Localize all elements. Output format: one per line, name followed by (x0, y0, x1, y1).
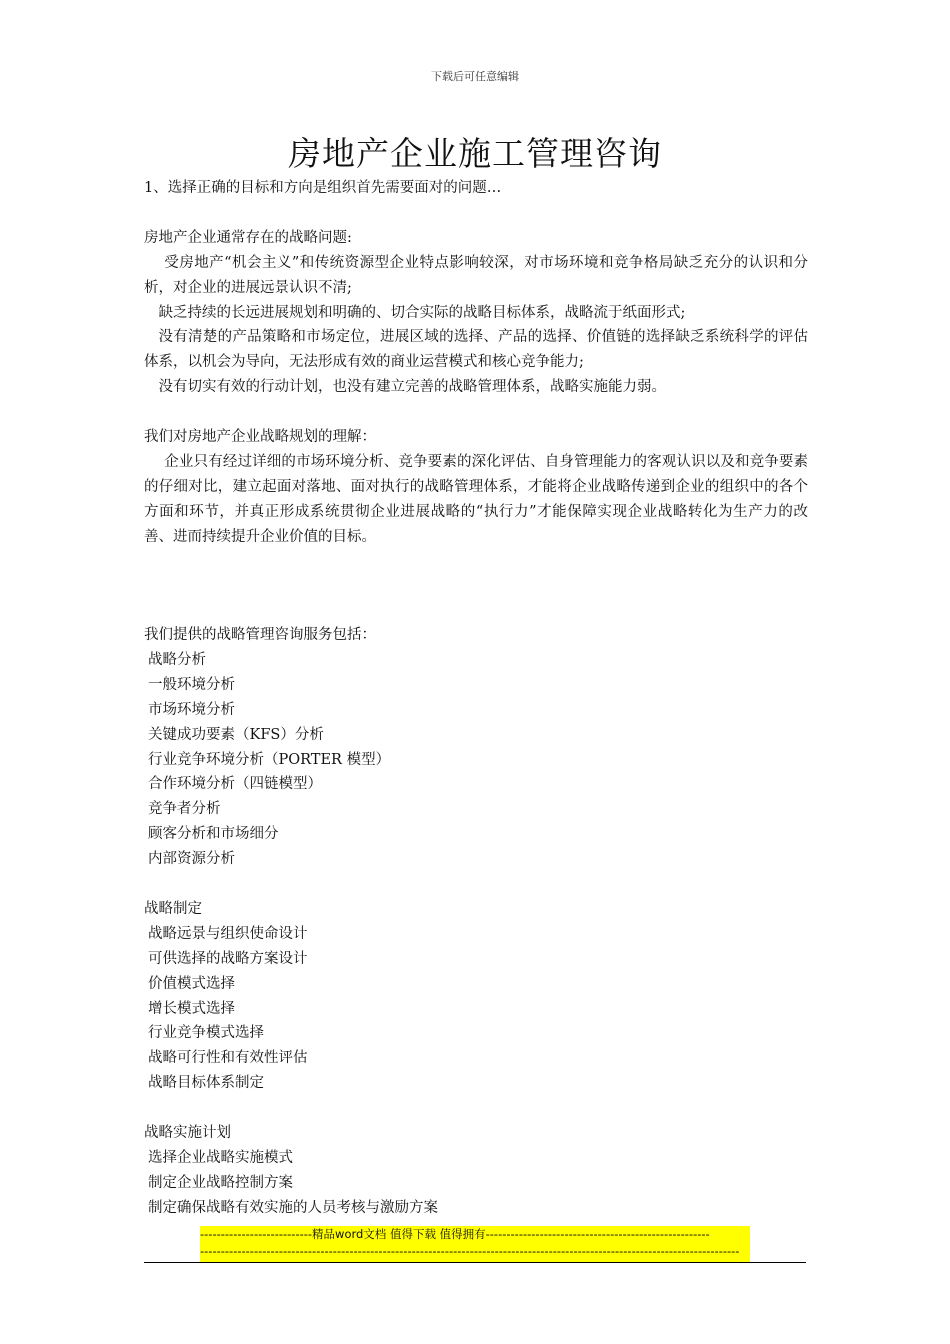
intro-heading: 1、选择正确的目标和方向是组织首先需要面对的问题… (144, 180, 502, 196)
analysis-item: 竞争者分析 (148, 801, 221, 818)
implementation-item: 制定企业战略控制方案 (148, 1174, 293, 1191)
spacer (144, 1096, 808, 1121)
formulation-item: 价值模式选择 (148, 975, 235, 992)
services-section (144, 623, 808, 1221)
footer-line-2: ---------------------------------------------------------------------------------------------------------------------------------- (200, 1244, 740, 1258)
problem-item: 没有清楚的产品策略和市场定位，进展区域的选择、产品的选择、价值链的选择缺乏系统科学的评估体系，以机会为导向，无法形成有效的商业运营模式和核心竞争能力; (144, 329, 808, 371)
formulation-item: 可供选择的战略方案设计 (148, 950, 308, 967)
formulation-item: 战略可行性和有效性评估 (148, 1050, 308, 1067)
formulation-title: 战略制定 (144, 900, 202, 917)
spacer (144, 201, 808, 226)
footer-banner (200, 1226, 750, 1262)
analysis-item: 行业竞争环境分析（PORTER 模型） (148, 751, 391, 768)
analysis-item: 一般环境分析 (148, 676, 235, 693)
footer-divider (144, 1262, 806, 1263)
document-body (144, 176, 808, 550)
analysis-item: 顾客分析和市场细分 (148, 826, 279, 843)
services-heading: 我们提供的战略管理咨询服务包括： (144, 627, 376, 643)
understanding-heading: 我们对房地产企业战略规划的理解： (144, 429, 376, 446)
formulation-item: 战略远景与组织使命设计 (148, 925, 308, 942)
understanding-text: 企业只有经过详细的市场环境分析、竞争要素的深化评估、自身管理能力的客观认识以及和竞争要素的仔细对比，建立起面对落地、面对执行的战略管理体系，才能将企业战略传递到企业的组织中的各个方面和环节，并真正形成系统贯彻企业进展战略的“执行力”才能保障实现企业战略转化为生产力的改善、进而持续提升企业价值的目标。 (144, 453, 808, 545)
spacer (144, 400, 808, 425)
analysis-item: 合作环境分析（四链模型） (148, 776, 322, 793)
implementation-title: 战略实施计划 (144, 1125, 231, 1142)
formulation-item: 战略目标体系制定 (148, 1075, 264, 1092)
analysis-item: 关键成功要素（KFS）分析 (148, 726, 324, 743)
spacer (144, 872, 808, 897)
problem-item: 缺乏持续的长远进展规划和明确的、切合实际的战略目标体系，战略流于纸面形式; (158, 304, 686, 321)
implementation-item: 选择企业战略实施模式 (148, 1150, 293, 1166)
footer-line-1: ---------------------------精品word文档 值得下载 值得拥有------------------------------------------------------ (200, 1227, 710, 1241)
analysis-title: 战略分析 (148, 651, 206, 668)
formulation-item: 行业竞争模式选择 (148, 1025, 264, 1042)
analysis-item: 内部资源分析 (148, 851, 235, 868)
problems-heading: 房地产企业通常存在的战略问题: (144, 229, 352, 246)
analysis-item: 市场环境分析 (148, 701, 235, 718)
problem-item: 受房地产“机会主义”和传统资源型企业特点影响较深，对市场环境和竞争格局缺乏充分的认识和分析，对企业的进展远景认识不清; (144, 254, 808, 296)
problem-item: 没有切实有效的行动计划，也没有建立完善的战略管理体系，战略实施能力弱。 (158, 379, 666, 396)
header-note: 下载后可任意编辑 (431, 70, 519, 83)
formulation-item: 增长模式选择 (148, 1000, 235, 1017)
document-title: 房地产企业施工管理咨询 (288, 134, 662, 173)
implementation-item: 制定确保战略有效实施的人员考核与激励方案 (148, 1199, 438, 1216)
